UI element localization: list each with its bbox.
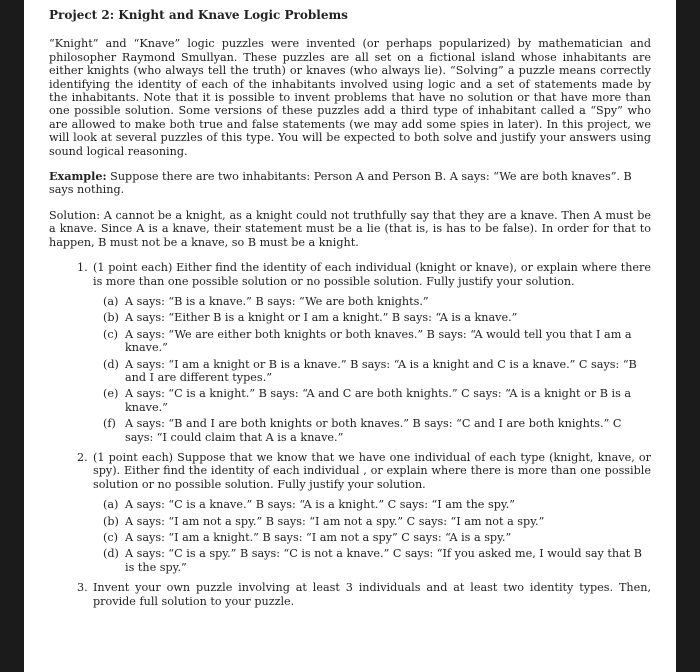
subproblem-label: (d) [103,547,119,561]
subproblem-text: A says: “C is a knave.” B says: “A is a knight.” C says: “I am the spy.” [125,498,515,512]
subproblem-label: (b) [103,311,119,325]
problem-item [63,581,651,608]
subproblem-item [103,531,651,544]
example-paragraph [49,170,651,197]
subproblem-text: A says: “C is a spy.” B says: “C is not a knave.” C says: “If you asked me, I would say that B is the spy.” [125,547,643,574]
subproblem-list [93,498,651,574]
subproblem-item [103,358,651,385]
subproblem-text: A says: “I am a knight or B is a knave.” B says: “A is a knight and C is a knave.” C says: “B and I are different types.” [125,357,637,384]
problem-description: (1 point each) Either find the identity of each individual (knight or knave), or explain where there is more than one possible solution or no possible solution. Fully justify your solution. [93,261,651,288]
subproblem-label: (d) [103,357,119,371]
subproblem-label: (e) [103,387,119,401]
subproblem-text: A says: “I am not a spy.” B says: “I am not a spy.” C says: “I am not a spy.” [125,514,545,528]
subproblem-item [103,328,651,355]
subproblem-label: (c) [103,327,118,341]
subproblem-item [103,417,651,444]
subproblem-item [103,498,651,511]
subproblem-item [103,311,651,324]
solution-paragraph: Solution: A cannot be a knight, as a knight could not truthfully say that they are a knave. Then A must be a knave. Since A is a knave, their statement must be a lie (that is, is has to be false). In order for that to happen, B must not be a knave, so B must be a knight. [49,208,651,249]
example-text: Suppose there are two inhabitants: Person A and Person B. A says: “We are both knaves”. B says nothing. [49,170,632,197]
subproblem-text: A says: “I am a knight.” B says: “I am not a spy” C says: “A is a spy.” [125,531,512,544]
example-label: Example: [49,169,107,184]
subproblem-item [103,295,651,308]
subproblem-item [103,515,651,528]
subproblem-item [103,387,651,414]
subproblem-label: (b) [103,514,119,528]
problem-number: 2. [77,450,88,464]
intro-paragraph: “Knight” and “Knave” logic puzzles were invented (or perhaps popularized) by mathematician and philosopher Raymond Smullyan. These puzzles are all set on a fictional island whose inhabitants are either knights (who always tell the truth) or knaves (who always lie). “Solving” a puzzle means correctly identifying the identity of each of the inhabitants involved using logic and a set of statements made by the inhabitants. Note that it is possible to invent problems that have no solution or that have more than one possible solution. Some versions of these puzzles add a third type of inhabitant called a “Spy” who are allowed to make both true and false statements (we may add some spies in later). In this project, we will look at several puzzles of this type. You will be expected to both solve and justify your answers using sound logical reasoning. [49,37,651,158]
subproblem-label: (f) [103,417,116,431]
subproblem-label: (a) [103,498,119,512]
problem-number: 1. [77,261,88,275]
subproblem-text: A says: “B is a knave.” B says: “We are both knights.” [125,294,429,308]
subproblem-text: A says: “B and I are both knights or both knaves.” B says: “C and I are both knights.” C says: “I could claim that A is a knave.” [125,417,622,444]
problem-item [63,451,651,574]
problem-item [63,261,651,444]
subproblem-item [103,547,651,574]
subproblem-text: A says: “C is a knight.” B says: “A and C are both knights.” C says: “A is a knight or B is a knave.” [125,387,632,414]
subproblem-text: A says: “We are either both knights or both knaves.” B says: “A would tell you that I am a knave.” [125,327,632,355]
subproblem-label: (c) [103,531,118,544]
document-title: Project 2: Knight and Knave Logic Problems [49,8,348,22]
document-page [24,0,676,672]
problem-list [49,261,651,608]
subproblem-text: A says: “Either B is a knight or I am a knight.” B says: “A is a knave.” [125,311,518,325]
subproblem-label: (a) [103,294,119,308]
problem-number: 3. [77,581,88,595]
problem-description: Invent your own puzzle involving at least 3 individuals and at least two identity types. Then, provide full solution to your puzzle. [93,581,651,608]
subproblem-list [93,295,651,444]
problem-description: (1 point each) Suppose that we know that we have one individual of each type (knight, knave, or spy). Either find the identity of each individual , or explain where there is more than one possible solution or no possible solution. Fully justify your solution. [93,450,651,491]
